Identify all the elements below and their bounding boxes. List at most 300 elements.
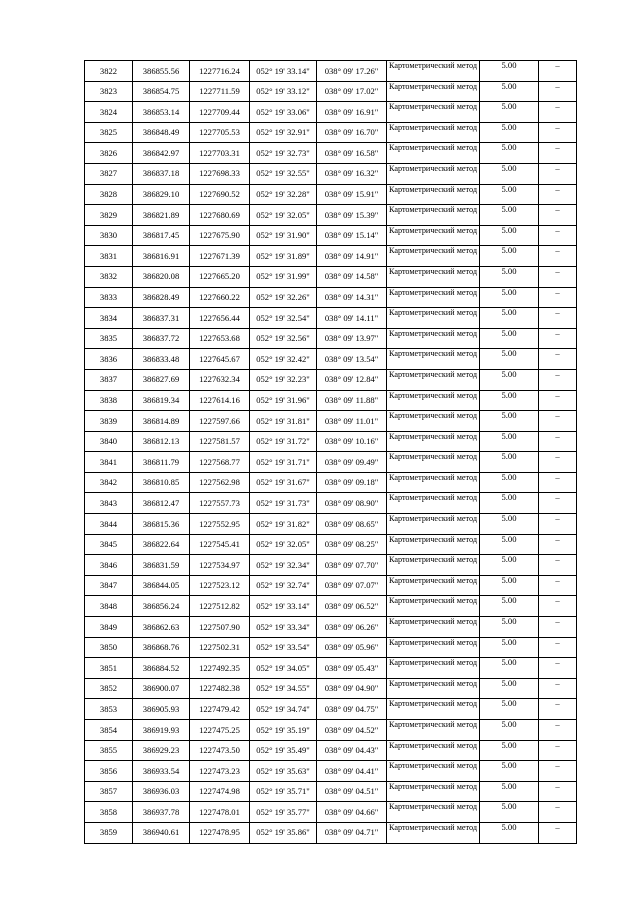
- cell-coord-y: 1227716.24: [190, 61, 250, 82]
- cell-note: –: [539, 411, 577, 432]
- cell-coord-x: 386884.52: [133, 658, 190, 679]
- cell-longitude: 038° 09' 14.31": [317, 287, 387, 308]
- cell-coord-x: 386811.79: [133, 452, 190, 473]
- cell-coord-x: 386821.89: [133, 205, 190, 226]
- cell-point-number: 3854: [85, 720, 133, 741]
- cell-latitude: 052° 19' 34.55": [250, 678, 317, 699]
- cell-latitude: 052° 19' 32.28": [250, 184, 317, 205]
- cell-point-number: 3850: [85, 637, 133, 658]
- cell-latitude: 052° 19' 31.71": [250, 452, 317, 473]
- table-row: [85, 328, 577, 349]
- cell-coord-y: 1227632.34: [190, 369, 250, 390]
- cell-method: Картометрический метод: [387, 143, 480, 164]
- cell-note: –: [539, 575, 577, 596]
- cell-coord-x: 386837.72: [133, 328, 190, 349]
- cell-longitude: 038° 09' 14.91": [317, 246, 387, 267]
- cell-coord-y: 1227478.95: [190, 822, 250, 843]
- table-row: [85, 555, 577, 576]
- cell-latitude: 052° 19' 35.63": [250, 761, 317, 782]
- cell-method: Картометрический метод: [387, 555, 480, 576]
- cell-latitude: 052° 19' 35.19": [250, 720, 317, 741]
- cell-coord-x: 386848.49: [133, 122, 190, 143]
- cell-latitude: 052° 19' 32.54": [250, 308, 317, 329]
- cell-note: –: [539, 369, 577, 390]
- cell-note: –: [539, 781, 577, 802]
- cell-point-number: 3853: [85, 699, 133, 720]
- cell-longitude: 038° 09' 13.97": [317, 328, 387, 349]
- cell-method: Картометрический метод: [387, 802, 480, 823]
- cell-latitude: 052° 19' 32.73": [250, 143, 317, 164]
- cell-coord-x: 386831.59: [133, 555, 190, 576]
- cell-note: –: [539, 225, 577, 246]
- cell-accuracy: 5.00: [480, 452, 539, 473]
- cell-longitude: 038° 09' 05.43": [317, 658, 387, 679]
- cell-method: Картометрический метод: [387, 287, 480, 308]
- cell-coord-y: 1227475.25: [190, 720, 250, 741]
- cell-point-number: 3859: [85, 822, 133, 843]
- cell-coord-x: 386833.48: [133, 349, 190, 370]
- cell-coord-y: 1227671.39: [190, 246, 250, 267]
- cell-accuracy: 5.00: [480, 740, 539, 761]
- cell-coord-x: 386810.85: [133, 472, 190, 493]
- cell-coord-x: 386812.13: [133, 431, 190, 452]
- cell-point-number: 3840: [85, 431, 133, 452]
- cell-coord-y: 1227660.22: [190, 287, 250, 308]
- cell-note: –: [539, 658, 577, 679]
- table-row: [85, 349, 577, 370]
- cell-coord-x: 386828.49: [133, 287, 190, 308]
- cell-accuracy: 5.00: [480, 102, 539, 123]
- cell-coord-x: 386827.69: [133, 369, 190, 390]
- cell-accuracy: 5.00: [480, 431, 539, 452]
- cell-method: Картометрический метод: [387, 493, 480, 514]
- cell-point-number: 3833: [85, 287, 133, 308]
- cell-coord-y: 1227597.66: [190, 411, 250, 432]
- cell-coord-y: 1227675.90: [190, 225, 250, 246]
- table-row: [85, 472, 577, 493]
- cell-longitude: 038° 09' 04.52": [317, 720, 387, 741]
- cell-method: Картометрический метод: [387, 163, 480, 184]
- cell-point-number: 3856: [85, 761, 133, 782]
- table-row: [85, 514, 577, 535]
- cell-note: –: [539, 822, 577, 843]
- cell-coord-y: 1227645.67: [190, 349, 250, 370]
- cell-accuracy: 5.00: [480, 287, 539, 308]
- cell-point-number: 3837: [85, 369, 133, 390]
- cell-latitude: 052° 19' 32.23": [250, 369, 317, 390]
- cell-point-number: 3829: [85, 205, 133, 226]
- cell-note: –: [539, 699, 577, 720]
- cell-note: –: [539, 452, 577, 473]
- cell-longitude: 038° 09' 06.52": [317, 596, 387, 617]
- cell-latitude: 052° 19' 32.34": [250, 555, 317, 576]
- table-row: [85, 287, 577, 308]
- cell-coord-y: 1227703.31: [190, 143, 250, 164]
- table-row: [85, 761, 577, 782]
- cell-coord-x: 386929.23: [133, 740, 190, 761]
- cell-longitude: 038° 09' 16.32": [317, 163, 387, 184]
- cell-coord-y: 1227614.16: [190, 390, 250, 411]
- cell-longitude: 038° 09' 15.39": [317, 205, 387, 226]
- cell-point-number: 3826: [85, 143, 133, 164]
- cell-point-number: 3841: [85, 452, 133, 473]
- cell-longitude: 038° 09' 06.26": [317, 617, 387, 638]
- cell-coord-x: 386900.07: [133, 678, 190, 699]
- table-row: [85, 781, 577, 802]
- cell-coord-y: 1227562.98: [190, 472, 250, 493]
- cell-coord-y: 1227552.95: [190, 514, 250, 535]
- cell-coord-y: 1227502.31: [190, 637, 250, 658]
- cell-accuracy: 5.00: [480, 802, 539, 823]
- cell-longitude: 038° 09' 08.90": [317, 493, 387, 514]
- cell-note: –: [539, 308, 577, 329]
- table-row: [85, 658, 577, 679]
- cell-accuracy: 5.00: [480, 308, 539, 329]
- cell-note: –: [539, 143, 577, 164]
- cell-latitude: 052° 19' 31.72": [250, 431, 317, 452]
- cell-point-number: 3836: [85, 349, 133, 370]
- cell-latitude: 052° 19' 35.49": [250, 740, 317, 761]
- cell-latitude: 052° 19' 32.42": [250, 349, 317, 370]
- cell-method: Картометрический метод: [387, 637, 480, 658]
- cell-latitude: 052° 19' 33.34": [250, 617, 317, 638]
- cell-point-number: 3832: [85, 266, 133, 287]
- cell-point-number: 3843: [85, 493, 133, 514]
- table-row: [85, 720, 577, 741]
- cell-method: Картометрический метод: [387, 184, 480, 205]
- cell-latitude: 052° 19' 33.14": [250, 596, 317, 617]
- cell-longitude: 038° 09' 08.65": [317, 514, 387, 535]
- cell-note: –: [539, 431, 577, 452]
- cell-method: Картометрический метод: [387, 61, 480, 82]
- cell-method: Картометрический метод: [387, 246, 480, 267]
- cell-point-number: 3838: [85, 390, 133, 411]
- cell-coord-x: 386919.93: [133, 720, 190, 741]
- cell-method: Картометрический метод: [387, 617, 480, 638]
- cell-point-number: 3825: [85, 122, 133, 143]
- table-row: [85, 678, 577, 699]
- cell-method: Картометрический метод: [387, 411, 480, 432]
- cell-coord-x: 386868.76: [133, 637, 190, 658]
- cell-latitude: 052° 19' 32.05": [250, 534, 317, 555]
- cell-longitude: 038° 09' 04.71": [317, 822, 387, 843]
- cell-method: Картометрический метод: [387, 349, 480, 370]
- table-row: [85, 740, 577, 761]
- table-row: [85, 617, 577, 638]
- cell-coord-x: 386853.14: [133, 102, 190, 123]
- cell-coord-y: 1227507.90: [190, 617, 250, 638]
- cell-coord-y: 1227479.42: [190, 699, 250, 720]
- cell-accuracy: 5.00: [480, 328, 539, 349]
- cell-coord-y: 1227534.97: [190, 555, 250, 576]
- cell-longitude: 038° 09' 08.25": [317, 534, 387, 555]
- cell-longitude: 038° 09' 04.41": [317, 761, 387, 782]
- cell-point-number: 3848: [85, 596, 133, 617]
- cell-latitude: 052° 19' 32.55": [250, 163, 317, 184]
- cell-point-number: 3858: [85, 802, 133, 823]
- cell-coord-y: 1227545.41: [190, 534, 250, 555]
- cell-point-number: 3851: [85, 658, 133, 679]
- cell-accuracy: 5.00: [480, 761, 539, 782]
- cell-latitude: 052° 19' 31.67": [250, 472, 317, 493]
- cell-longitude: 038° 09' 14.58": [317, 266, 387, 287]
- cell-accuracy: 5.00: [480, 472, 539, 493]
- cell-method: Картометрический метод: [387, 102, 480, 123]
- cell-method: Картометрический метод: [387, 81, 480, 102]
- cell-latitude: 052° 19' 32.05": [250, 205, 317, 226]
- cell-coord-y: 1227492.35: [190, 658, 250, 679]
- cell-latitude: 052° 19' 31.82": [250, 514, 317, 535]
- cell-accuracy: 5.00: [480, 720, 539, 741]
- cell-latitude: 052° 19' 32.26": [250, 287, 317, 308]
- cell-note: –: [539, 596, 577, 617]
- cell-point-number: 3852: [85, 678, 133, 699]
- cell-coord-y: 1227482.38: [190, 678, 250, 699]
- cell-longitude: 038° 09' 14.11": [317, 308, 387, 329]
- cell-longitude: 038° 09' 04.66": [317, 802, 387, 823]
- cell-coord-y: 1227474.98: [190, 781, 250, 802]
- cell-latitude: 052° 19' 35.71": [250, 781, 317, 802]
- cell-coord-y: 1227557.73: [190, 493, 250, 514]
- cell-coord-x: 386854.75: [133, 81, 190, 102]
- cell-accuracy: 5.00: [480, 555, 539, 576]
- cell-note: –: [539, 102, 577, 123]
- cell-latitude: 052° 19' 35.77": [250, 802, 317, 823]
- cell-accuracy: 5.00: [480, 658, 539, 679]
- cell-point-number: 3824: [85, 102, 133, 123]
- cell-note: –: [539, 184, 577, 205]
- cell-coord-y: 1227709.44: [190, 102, 250, 123]
- cell-method: Картометрический метод: [387, 205, 480, 226]
- cell-point-number: 3827: [85, 163, 133, 184]
- cell-latitude: 052° 19' 32.74": [250, 575, 317, 596]
- cell-point-number: 3846: [85, 555, 133, 576]
- cell-coord-x: 386820.08: [133, 266, 190, 287]
- cell-coord-y: 1227690.52: [190, 184, 250, 205]
- cell-longitude: 038° 09' 10.16": [317, 431, 387, 452]
- cell-note: –: [539, 637, 577, 658]
- cell-method: Картометрический метод: [387, 761, 480, 782]
- cell-note: –: [539, 81, 577, 102]
- cell-point-number: 3844: [85, 514, 133, 535]
- table-row: [85, 102, 577, 123]
- coordinates-table: [84, 60, 577, 844]
- cell-latitude: 052° 19' 31.90": [250, 225, 317, 246]
- cell-note: –: [539, 617, 577, 638]
- cell-accuracy: 5.00: [480, 534, 539, 555]
- cell-point-number: 3842: [85, 472, 133, 493]
- cell-accuracy: 5.00: [480, 411, 539, 432]
- cell-latitude: 052° 19' 35.86": [250, 822, 317, 843]
- cell-coord-x: 386842.97: [133, 143, 190, 164]
- cell-latitude: 052° 19' 32.56": [250, 328, 317, 349]
- cell-point-number: 3857: [85, 781, 133, 802]
- table-row: [85, 699, 577, 720]
- cell-method: Картометрический метод: [387, 740, 480, 761]
- cell-accuracy: 5.00: [480, 514, 539, 535]
- cell-coord-x: 386816.91: [133, 246, 190, 267]
- cell-latitude: 052° 19' 31.89": [250, 246, 317, 267]
- cell-latitude: 052° 19' 31.73": [250, 493, 317, 514]
- cell-accuracy: 5.00: [480, 61, 539, 82]
- cell-coord-x: 386862.63: [133, 617, 190, 638]
- cell-longitude: 038° 09' 09.18": [317, 472, 387, 493]
- cell-coord-x: 386817.45: [133, 225, 190, 246]
- table-row: [85, 575, 577, 596]
- cell-method: Картометрический метод: [387, 699, 480, 720]
- cell-longitude: 038° 09' 16.91": [317, 102, 387, 123]
- cell-longitude: 038° 09' 11.88": [317, 390, 387, 411]
- cell-note: –: [539, 720, 577, 741]
- table-row: [85, 822, 577, 843]
- cell-coord-y: 1227680.69: [190, 205, 250, 226]
- cell-method: Картометрический метод: [387, 390, 480, 411]
- cell-latitude: 052° 19' 31.81": [250, 411, 317, 432]
- cell-method: Картометрический метод: [387, 308, 480, 329]
- cell-method: Картометрический метод: [387, 328, 480, 349]
- cell-point-number: 3849: [85, 617, 133, 638]
- cell-method: Картометрический метод: [387, 472, 480, 493]
- cell-coord-x: 386855.56: [133, 61, 190, 82]
- cell-coord-x: 386814.89: [133, 411, 190, 432]
- cell-note: –: [539, 534, 577, 555]
- cell-coord-y: 1227523.12: [190, 575, 250, 596]
- cell-accuracy: 5.00: [480, 678, 539, 699]
- cell-latitude: 052° 19' 34.74": [250, 699, 317, 720]
- cell-accuracy: 5.00: [480, 390, 539, 411]
- table-row: [85, 493, 577, 514]
- cell-method: Картометрический метод: [387, 781, 480, 802]
- cell-method: Картометрический метод: [387, 575, 480, 596]
- cell-coord-y: 1227653.68: [190, 328, 250, 349]
- cell-accuracy: 5.00: [480, 225, 539, 246]
- cell-coord-x: 386815.36: [133, 514, 190, 535]
- cell-method: Картометрический метод: [387, 225, 480, 246]
- cell-note: –: [539, 472, 577, 493]
- cell-latitude: 052° 19' 32.91": [250, 122, 317, 143]
- cell-accuracy: 5.00: [480, 575, 539, 596]
- cell-accuracy: 5.00: [480, 369, 539, 390]
- cell-accuracy: 5.00: [480, 493, 539, 514]
- cell-note: –: [539, 514, 577, 535]
- table-row: [85, 596, 577, 617]
- table-row: [85, 266, 577, 287]
- cell-method: Картометрический метод: [387, 431, 480, 452]
- table-row: [85, 205, 577, 226]
- cell-longitude: 038° 09' 13.54": [317, 349, 387, 370]
- cell-coord-y: 1227473.50: [190, 740, 250, 761]
- cell-note: –: [539, 246, 577, 267]
- cell-accuracy: 5.00: [480, 266, 539, 287]
- cell-coord-x: 386856.24: [133, 596, 190, 617]
- table-row: [85, 431, 577, 452]
- cell-method: Картометрический метод: [387, 658, 480, 679]
- table-row: [85, 637, 577, 658]
- cell-method: Картометрический метод: [387, 514, 480, 535]
- cell-accuracy: 5.00: [480, 246, 539, 267]
- cell-accuracy: 5.00: [480, 822, 539, 843]
- cell-coord-x: 386937.78: [133, 802, 190, 823]
- cell-accuracy: 5.00: [480, 349, 539, 370]
- cell-coord-x: 386936.03: [133, 781, 190, 802]
- cell-longitude: 038° 09' 05.96": [317, 637, 387, 658]
- cell-accuracy: 5.00: [480, 596, 539, 617]
- cell-accuracy: 5.00: [480, 617, 539, 638]
- cell-method: Картометрический метод: [387, 122, 480, 143]
- cell-note: –: [539, 678, 577, 699]
- cell-longitude: 038° 09' 04.90": [317, 678, 387, 699]
- cell-note: –: [539, 205, 577, 226]
- cell-longitude: 038° 09' 16.58": [317, 143, 387, 164]
- cell-accuracy: 5.00: [480, 205, 539, 226]
- cell-accuracy: 5.00: [480, 184, 539, 205]
- cell-point-number: 3835: [85, 328, 133, 349]
- cell-longitude: 038° 09' 15.14": [317, 225, 387, 246]
- cell-latitude: 052° 19' 33.54": [250, 637, 317, 658]
- table-row: [85, 122, 577, 143]
- cell-note: –: [539, 61, 577, 82]
- cell-note: –: [539, 266, 577, 287]
- cell-accuracy: 5.00: [480, 122, 539, 143]
- cell-longitude: 038° 09' 07.70": [317, 555, 387, 576]
- cell-coord-x: 386837.31: [133, 308, 190, 329]
- cell-note: –: [539, 390, 577, 411]
- cell-method: Картометрический метод: [387, 678, 480, 699]
- cell-method: Картометрический метод: [387, 720, 480, 741]
- cell-note: –: [539, 802, 577, 823]
- cell-coord-y: 1227478.01: [190, 802, 250, 823]
- cell-accuracy: 5.00: [480, 699, 539, 720]
- cell-coord-x: 386812.47: [133, 493, 190, 514]
- cell-longitude: 038° 09' 11.01": [317, 411, 387, 432]
- cell-point-number: 3855: [85, 740, 133, 761]
- cell-accuracy: 5.00: [480, 81, 539, 102]
- coordinates-table-body: [85, 61, 577, 844]
- table-row: [85, 81, 577, 102]
- cell-note: –: [539, 740, 577, 761]
- cell-method: Картометрический метод: [387, 452, 480, 473]
- cell-point-number: 3830: [85, 225, 133, 246]
- cell-note: –: [539, 349, 577, 370]
- table-row: [85, 184, 577, 205]
- table-row: [85, 411, 577, 432]
- cell-method: Картометрический метод: [387, 266, 480, 287]
- cell-coord-x: 386905.93: [133, 699, 190, 720]
- cell-coord-y: 1227512.82: [190, 596, 250, 617]
- cell-coord-y: 1227711.59: [190, 81, 250, 102]
- cell-latitude: 052° 19' 34.05": [250, 658, 317, 679]
- cell-longitude: 038° 09' 04.43": [317, 740, 387, 761]
- cell-coord-y: 1227665.20: [190, 266, 250, 287]
- cell-coord-y: 1227698.33: [190, 163, 250, 184]
- table-row: [85, 369, 577, 390]
- cell-longitude: 038° 09' 17.02": [317, 81, 387, 102]
- cell-latitude: 052° 19' 33.06": [250, 102, 317, 123]
- cell-method: Картометрический метод: [387, 534, 480, 555]
- cell-accuracy: 5.00: [480, 637, 539, 658]
- cell-longitude: 038° 09' 12.84": [317, 369, 387, 390]
- cell-coord-x: 386940.61: [133, 822, 190, 843]
- cell-coord-x: 386829.10: [133, 184, 190, 205]
- table-row: [85, 163, 577, 184]
- table-row: [85, 390, 577, 411]
- cell-coord-x: 386933.54: [133, 761, 190, 782]
- cell-note: –: [539, 287, 577, 308]
- cell-accuracy: 5.00: [480, 781, 539, 802]
- cell-point-number: 3847: [85, 575, 133, 596]
- table-row: [85, 246, 577, 267]
- cell-point-number: 3823: [85, 81, 133, 102]
